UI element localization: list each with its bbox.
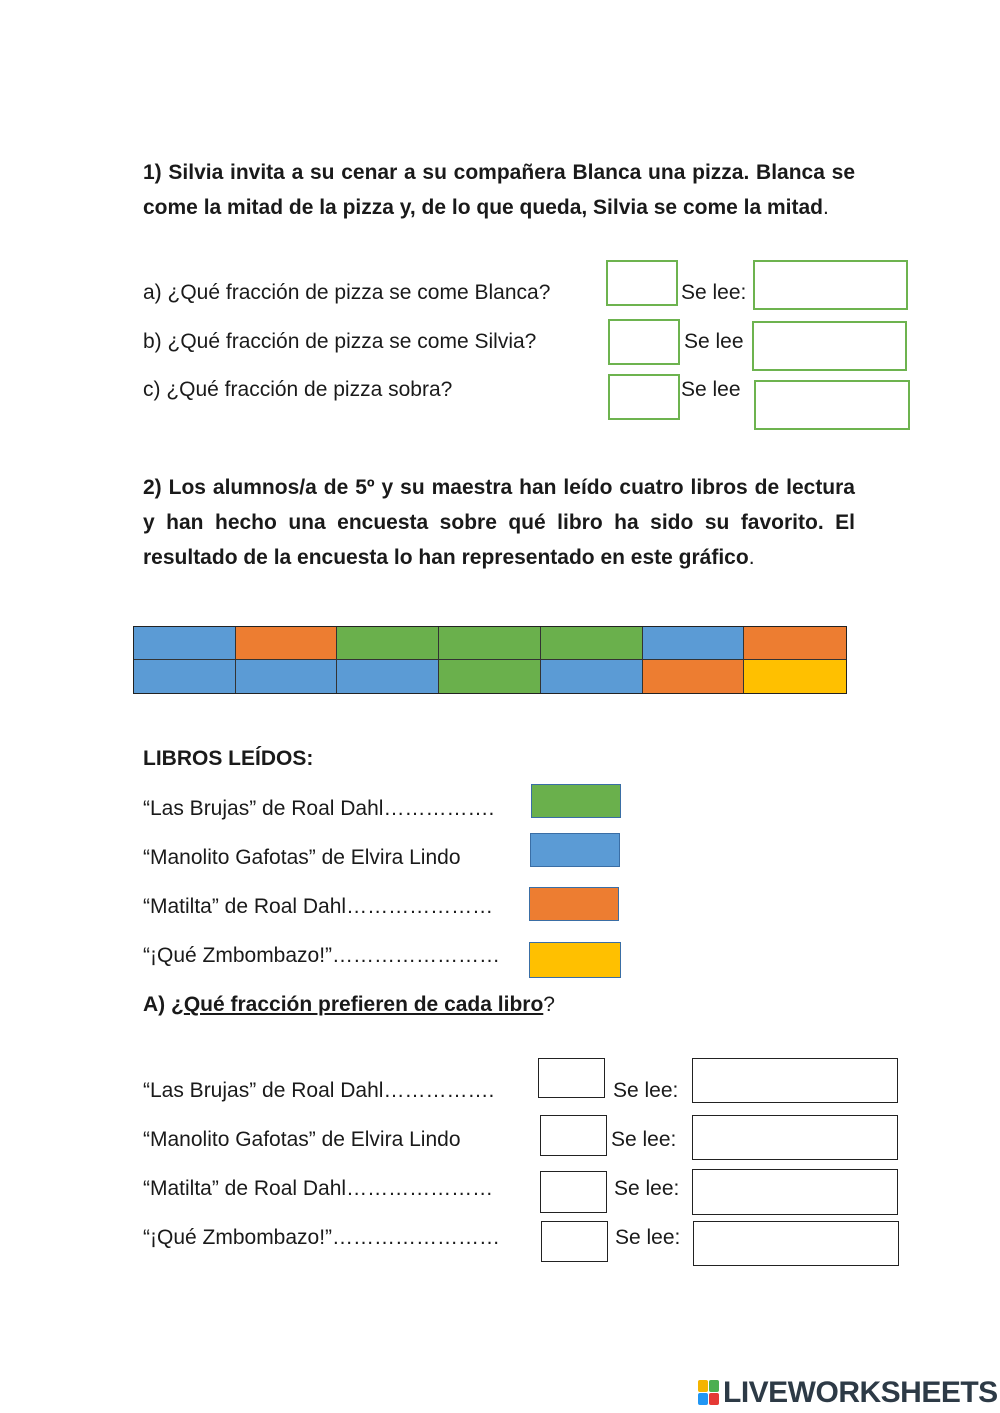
part-a-question: A) ¿Qué fracción prefieren de cada libro? xyxy=(143,993,555,1016)
legend-swatch-las-brujas xyxy=(531,784,621,818)
chart-cell xyxy=(744,627,846,660)
legend-swatch-matilta xyxy=(529,887,619,921)
chart-cell xyxy=(439,627,541,660)
footer-logo[interactable] xyxy=(698,1377,998,1409)
answer-las-brujas-fraction-box[interactable] xyxy=(538,1058,605,1098)
part-a-label-que-zmbombazo: “¡Qué Zmbombazo!”…………………… xyxy=(143,1226,501,1249)
survey-bar-chart xyxy=(133,626,847,694)
legend-label-que-zmbombazo: “¡Qué Zmbombazo!”…………………… xyxy=(143,944,501,967)
legend-label-manolito-gafotas: “Manolito Gafotas” de Elvira Lindo xyxy=(143,846,461,869)
answer-que-zmbombazo-reading-box[interactable] xyxy=(693,1221,899,1266)
answer-manolito-gafotas-reading-box[interactable] xyxy=(692,1115,898,1160)
footer-brand-text: LIVEWORKSHEETS xyxy=(723,1376,998,1409)
part-a-label-las-brujas: “Las Brujas” de Roal Dahl……………. xyxy=(143,1079,495,1102)
answer-matilta-fraction-box[interactable] xyxy=(540,1171,607,1213)
legend-label-matilta: “Matilta” de Roal Dahl………………… xyxy=(143,895,494,918)
question-1c-se-lee: Se lee xyxy=(681,378,741,401)
chart-cell xyxy=(541,627,643,660)
part-a-label-manolito-gafotas: “Manolito Gafotas” de Elvira Lindo xyxy=(143,1128,461,1151)
part-a-se-lee-manolito-gafotas: Se lee: xyxy=(611,1128,677,1151)
answer-1a-reading-box[interactable] xyxy=(753,260,908,310)
answer-que-zmbombazo-fraction-box[interactable] xyxy=(541,1221,608,1262)
answer-1b-reading-box[interactable] xyxy=(752,321,907,371)
chart-cell xyxy=(439,660,541,693)
chart-cell xyxy=(236,660,338,693)
answer-1a-fraction-box[interactable] xyxy=(606,260,678,306)
question-1a-label: a) ¿Qué fracción de pizza se come Blanca? xyxy=(143,281,551,304)
answer-matilta-reading-box[interactable] xyxy=(692,1169,898,1215)
answer-las-brujas-reading-box[interactable] xyxy=(692,1058,898,1103)
chart-cell xyxy=(643,627,745,660)
question-1a-se-lee: Se lee: xyxy=(681,281,747,304)
part-a-se-lee-las-brujas: Se lee: xyxy=(613,1079,679,1102)
chart-cell xyxy=(541,660,643,693)
question-1b-se-lee: Se lee xyxy=(684,330,744,353)
answer-manolito-gafotas-fraction-box[interactable] xyxy=(540,1115,607,1156)
answer-1b-fraction-box[interactable] xyxy=(608,319,680,365)
question-1-text: 1) Silvia invita a su cenar a su compañera Blanca una pizza. Blanca se come la mitad de la pizza y, de lo que queda, Silvia se come la mitad. xyxy=(143,161,855,219)
chart-cell xyxy=(744,660,846,693)
chart-cell xyxy=(236,627,338,660)
answer-1c-reading-box[interactable] xyxy=(754,380,910,430)
legend-swatch-que-zmbombazo xyxy=(529,942,621,978)
chart-cell xyxy=(643,660,745,693)
legend-swatch-manolito-gafotas xyxy=(530,833,620,867)
chart-cell xyxy=(337,660,439,693)
answer-1c-fraction-box[interactable] xyxy=(608,374,680,420)
part-a-se-lee-matilta: Se lee: xyxy=(614,1177,680,1200)
legend-label-las-brujas: “Las Brujas” de Roal Dahl……………. xyxy=(143,797,495,820)
legend-title: LIBROS LEÍDOS: xyxy=(143,747,314,770)
question-2-text: 2) Los alumnos/a de 5º y su maestra han leído cuatro libros de lectura y han hecho una encuesta sobre qué libro ha sido su favorito. El resultado de la encuesta lo han representado en este gráfico. xyxy=(143,476,855,569)
liveworksheets-logo-icon xyxy=(698,1380,720,1406)
chart-cell xyxy=(134,627,236,660)
part-a-se-lee-que-zmbombazo: Se lee: xyxy=(615,1226,681,1249)
question-1c-label: c) ¿Qué fracción de pizza sobra? xyxy=(143,378,453,401)
part-a-label-matilta: “Matilta” de Roal Dahl………………… xyxy=(143,1177,494,1200)
chart-cell xyxy=(134,660,236,693)
chart-cell xyxy=(337,627,439,660)
question-1b-label: b) ¿Qué fracción de pizza se come Silvia? xyxy=(143,330,537,353)
